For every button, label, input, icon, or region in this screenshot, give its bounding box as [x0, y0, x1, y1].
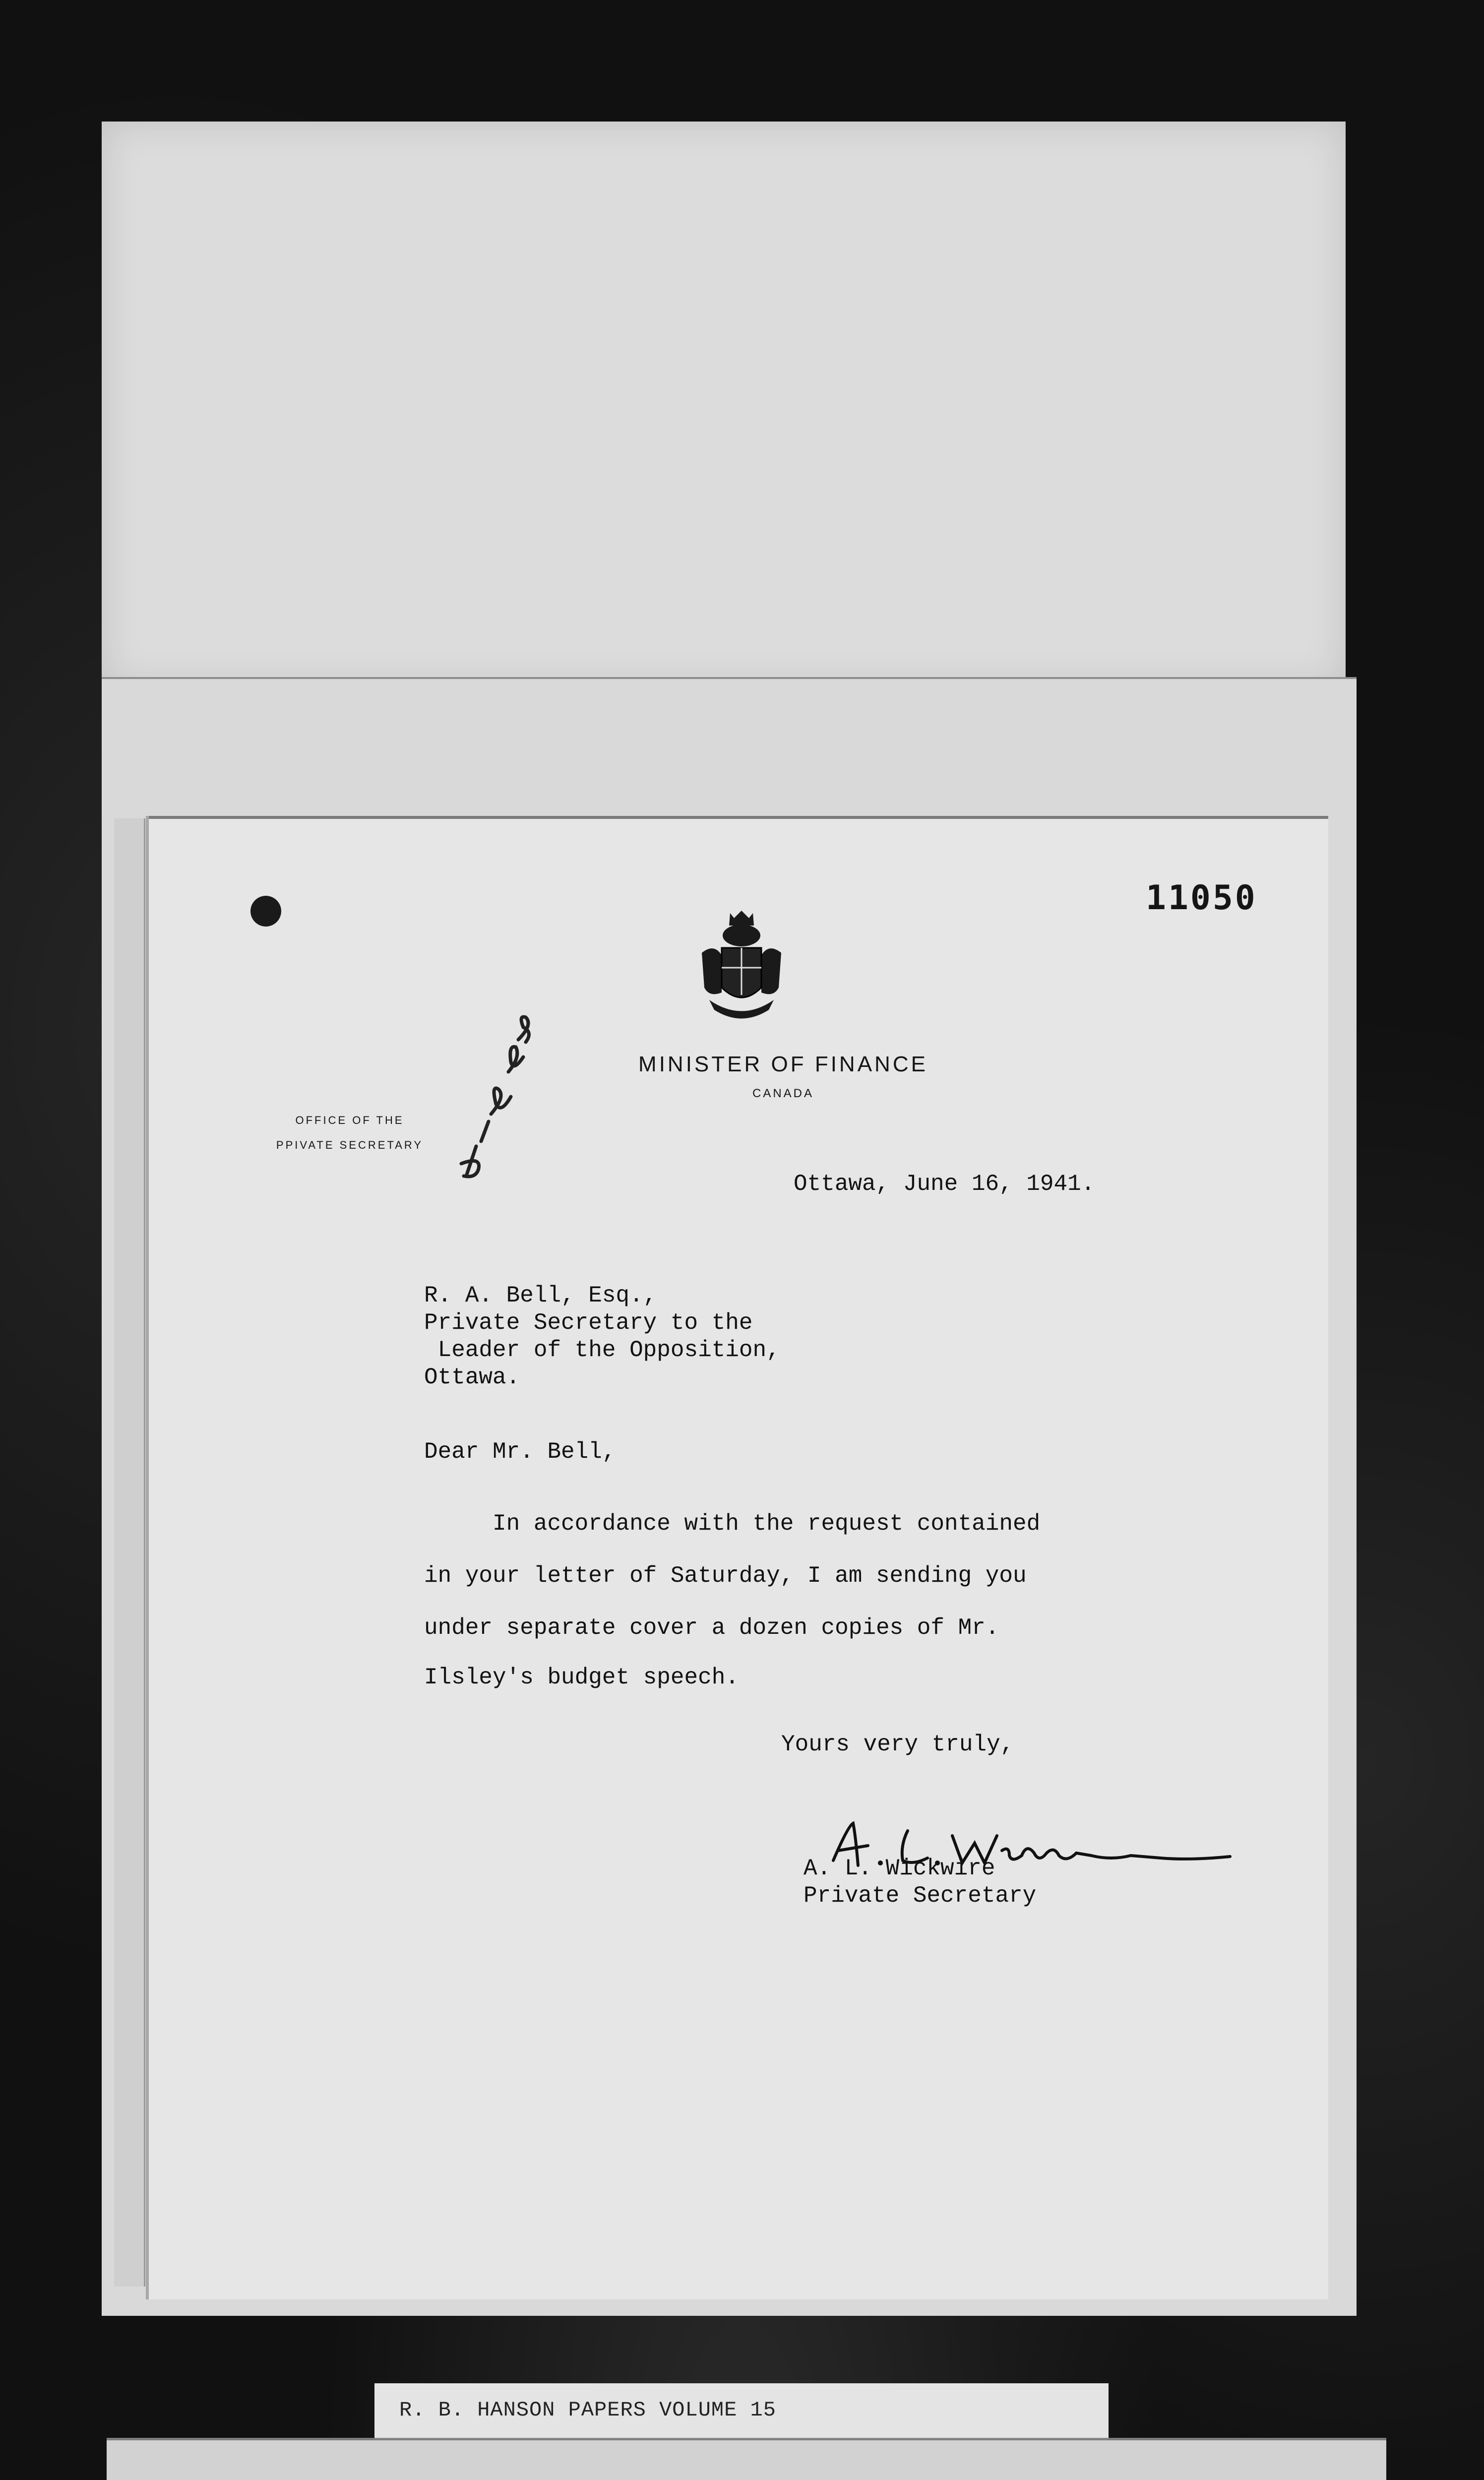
document-number: 11050	[1146, 878, 1257, 918]
punch-hole	[250, 896, 281, 927]
office-line-1: OFFICE OF THE	[295, 1114, 404, 1126]
recipient-line-1: R. A. Bell, Esq.,	[424, 1283, 657, 1308]
archive-reference-label: R. B. HANSON PAPERS VOLUME 15	[399, 2398, 776, 2422]
body-line-4: Ilsley's budget speech.	[424, 1665, 739, 1690]
office-line-2: PPIVATE SECRETARY	[276, 1139, 424, 1151]
signer-name: A. L. Wickwire	[804, 1856, 995, 1881]
letterhead-subtitle: CANADA	[752, 1087, 814, 1100]
body-line-3: under separate cover a dozen copies of Mr.	[424, 1615, 999, 1641]
salutation: Dear Mr. Bell,	[424, 1439, 616, 1465]
archive-reference-strip	[374, 2383, 1109, 2439]
letter-page	[149, 816, 1328, 2299]
recipient-line-2: Private Secretary to the	[424, 1310, 753, 1336]
back-sheet	[102, 122, 1346, 687]
letterhead-title: MINISTER OF FINANCE	[638, 1052, 928, 1076]
body-line-2: in your letter of Saturday, I am sending you	[424, 1563, 1027, 1589]
body-line-1: In accordance with the request contained	[424, 1511, 1041, 1537]
sheet-edge	[114, 818, 145, 2287]
recipient-line-4: Ottawa.	[424, 1364, 520, 1390]
handwritten-reference-mark	[451, 997, 541, 1186]
closing: Yours very truly,	[781, 1732, 1014, 1757]
archive-stamp-card	[107, 2438, 1386, 2480]
recipient-line-3: Leader of the Opposition,	[424, 1337, 780, 1363]
coat-of-arms-icon	[694, 908, 789, 1027]
signer-title: Private Secretary	[804, 1883, 1037, 1909]
date-line: Ottawa, June 16, 1941.	[794, 1171, 1095, 1197]
